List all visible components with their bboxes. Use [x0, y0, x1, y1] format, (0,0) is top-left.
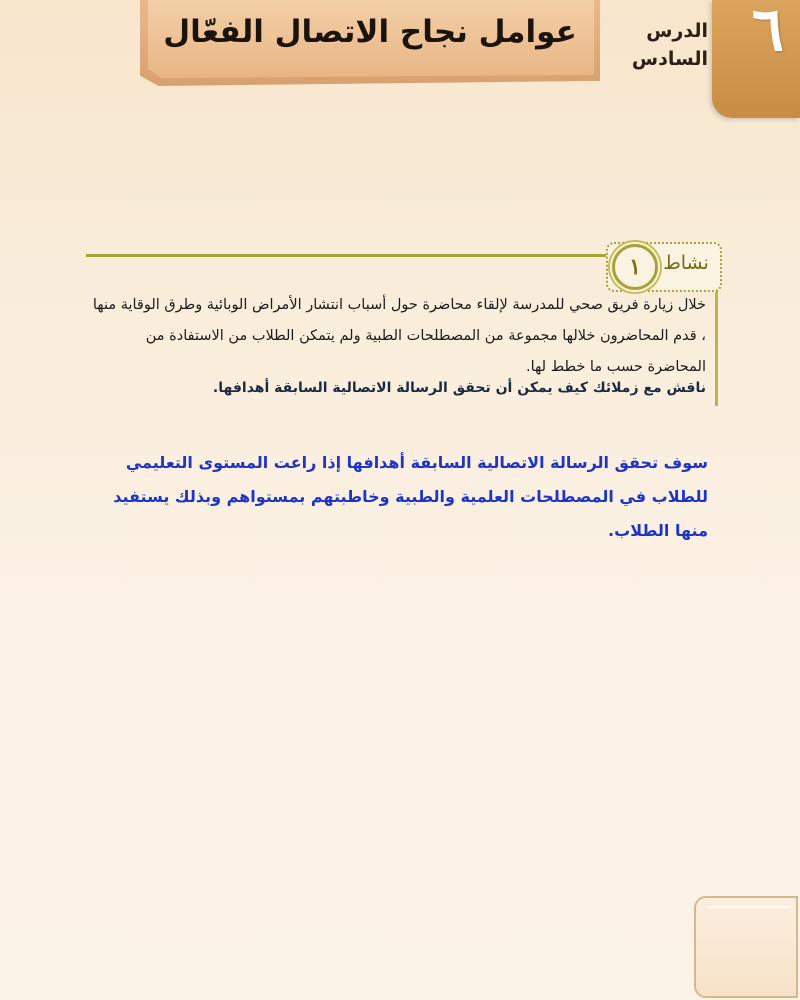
- activity-question: ناقش مع زملائك كيف يمكن أن تحقق الرسالة الاتصالية السابقة أهدافها.: [212, 380, 706, 396]
- activity-badge-label: نشاط: [663, 252, 709, 274]
- answer-text: سوف تحقق الرسالة الاتصالية السابقة أهدافها إذا راعت المستوى التعليمي للطلاب في المصطلحات العلمية والطبية وخاطبتهم بمستواهم وبذلك يستفيد منها الطلاب.: [113, 453, 708, 540]
- lesson-number: ٦: [751, 0, 784, 65]
- activity-text: خلال زيارة فريق صحي للمدرسة لإلقاء محاضرة حول أسباب انتشار الأمراض الوبائية وطرق الوقاية منها ، قدم المحاضرون خلالها مجموعة من المصطلحات الطبية ولم يتمكن الطلاب من الاستفادة من المحاضرة حسب ما خطط لها.: [92, 297, 706, 375]
- lesson-label-line2: السادس: [631, 47, 708, 70]
- lesson-label-line1: الدرس: [646, 20, 708, 42]
- lesson-label: [632, 18, 708, 73]
- activity-number-seal: ١: [612, 244, 658, 290]
- page-title: عوامل نجاح الاتصال الفعّال: [163, 14, 577, 50]
- lesson-number-tab: [712, 0, 800, 118]
- page-number-box-highlight: [708, 906, 790, 988]
